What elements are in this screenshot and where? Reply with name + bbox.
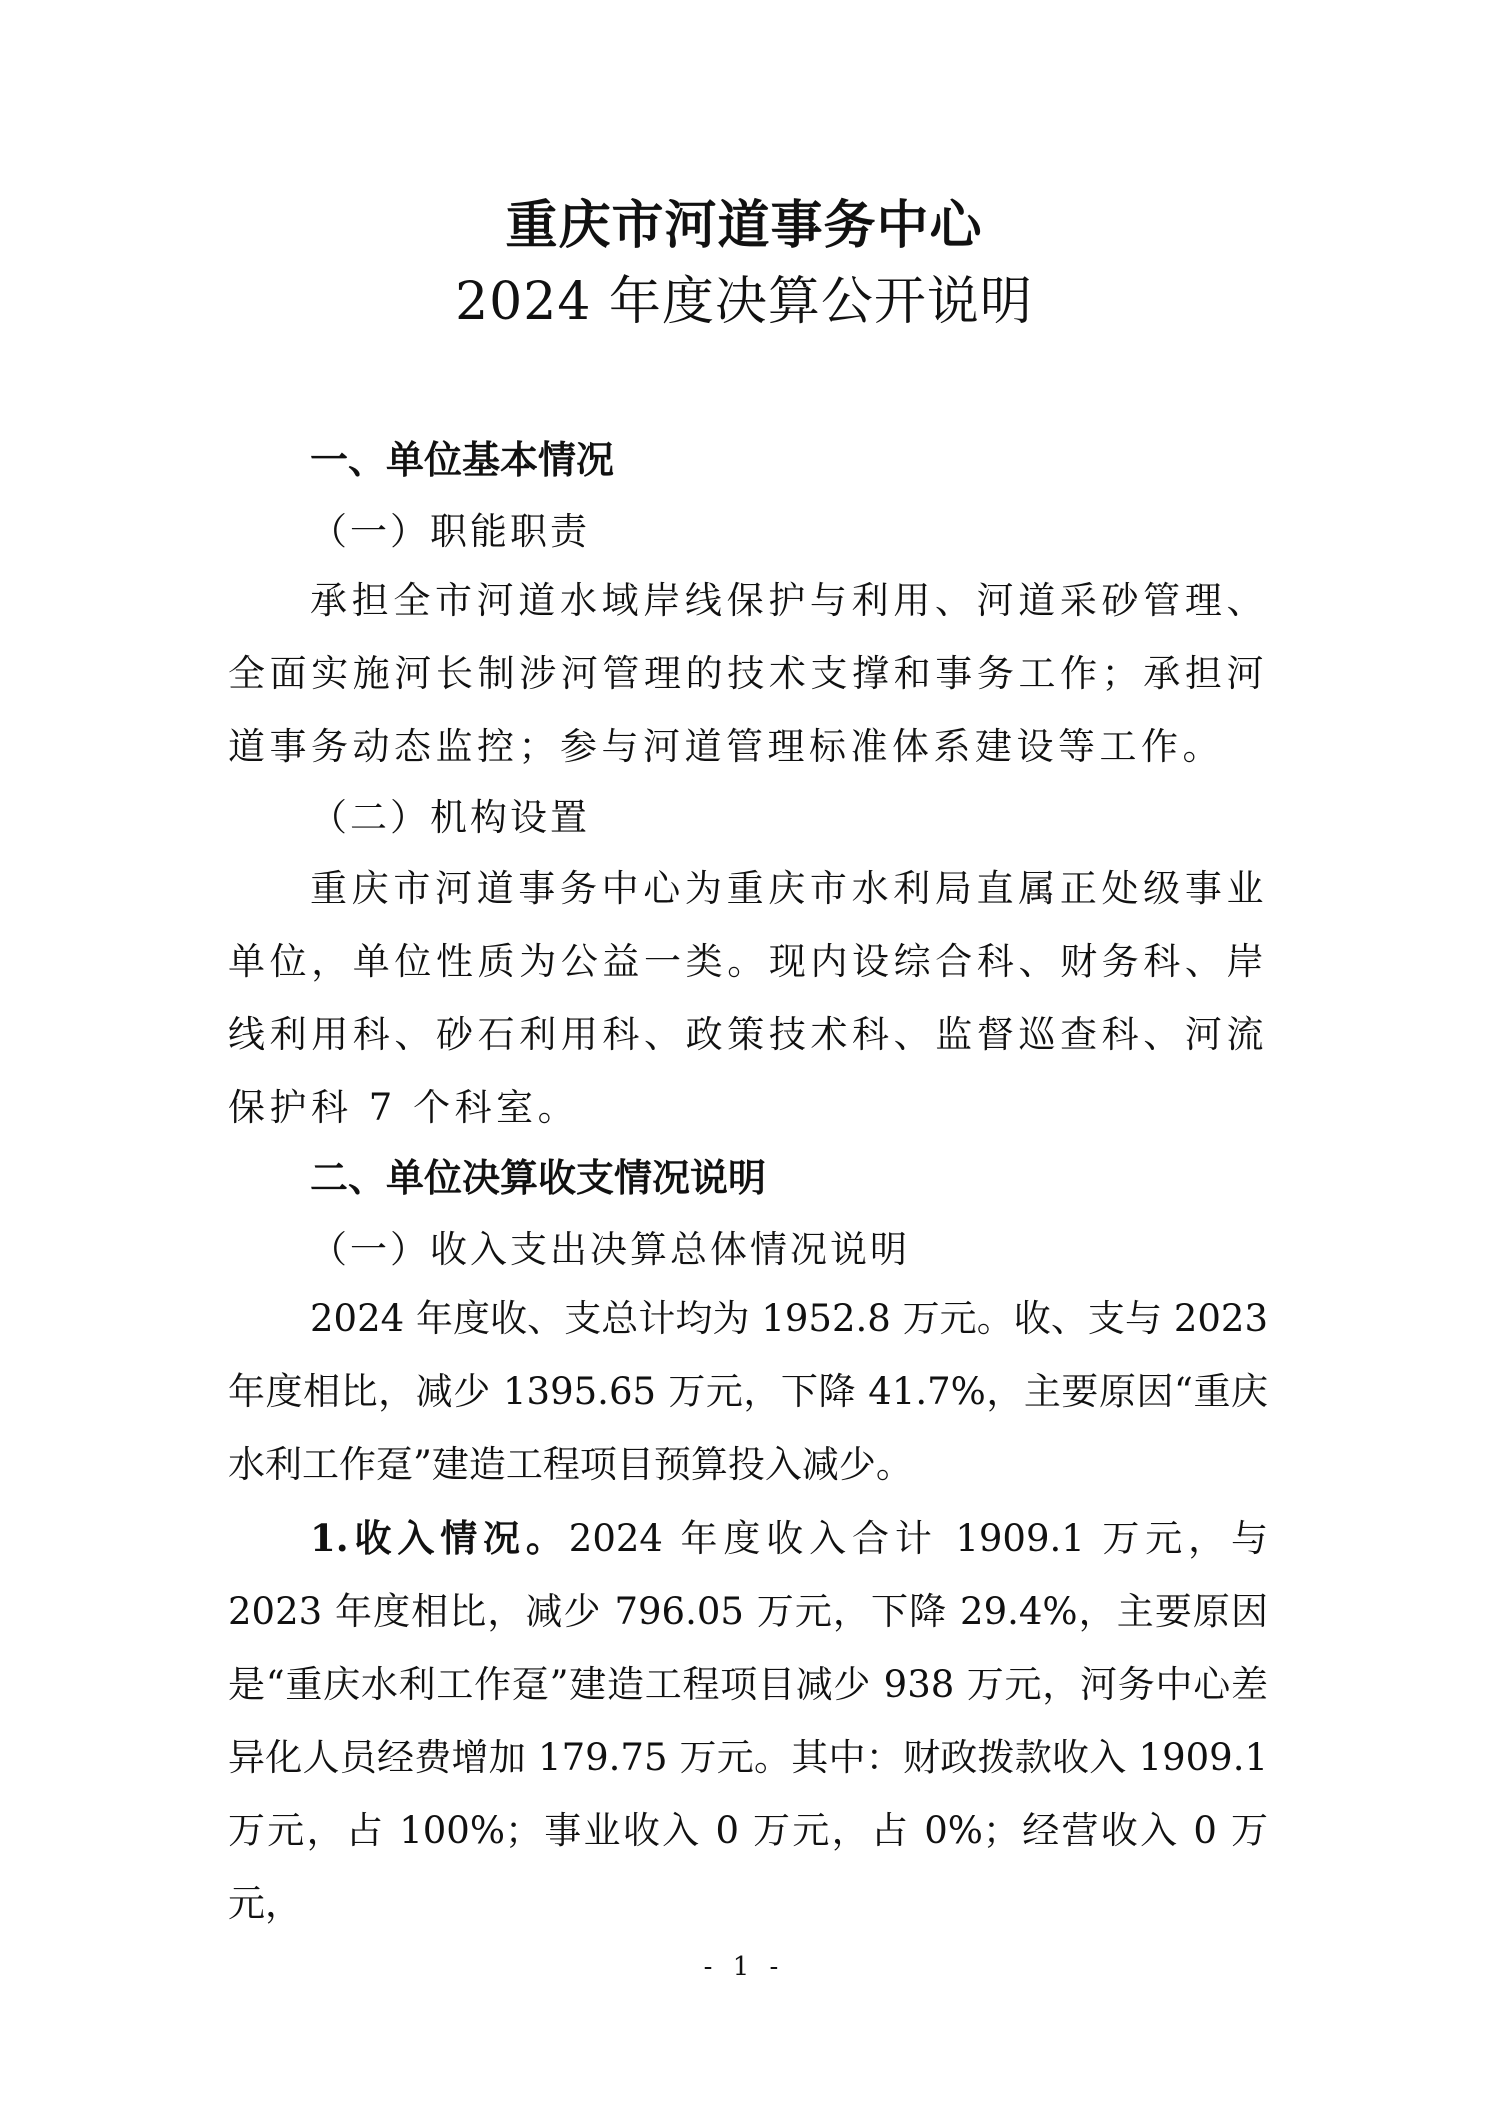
paragraph-organization: 重庆市河道事务中心为重庆市水利局直属正处级事业单位，单位性质为公益一类。现内设综合科、财务科、岸线利用科、砂石利用科、政策技术科、监督巡查科、河流保护科 7 个科室。 [228,867,1268,1129]
document-title-line1: 重庆市河道事务中心 [505,195,983,256]
paragraph-functions: 承担全市河道水域岸线保护与利用、河道采砂管理、全面实施河长制涉河管理的技术支撑和事务工作；承担河道事务动态监控；参与河道管理标准体系建设等工作。 [228,579,1268,768]
paragraph-income [228,1502,1268,1940]
subsection-heading-overall: （一）收入支出决算总体情况说明 [310,1228,910,1271]
section-heading-budget: 二、单位决算收支情况说明 [310,1155,767,1200]
income-body: 2024 年度收入合计 1909.1 万元，与 2023 年度相比，减少 796.05 万元，下降 29.4%，主要原因是“重庆水利工作趸”建造工程项目减少 938 万元，河务中心差异化人员经费增加 179.75 万元。其中：财政拨款收入 1909.1 万元，占 100%；事业收入 0 万元，占 0%；经营收入 0 万元， [228,1517,1268,1925]
paragraph-overall: 2024 年度收、支总计均为 1952.8 万元。收、支与 2023 年度相比，减少 1395.65 万元，下降 41.7%，主要原因“重庆水利工作趸”建造工程项目预算投入减少。 [228,1297,1268,1486]
subsection-heading-functions: （一）职能职责 [310,510,590,553]
subsection-heading-organization: （二）机构设置 [310,796,590,839]
section-heading-basic-info: 一、单位基本情况 [310,437,615,482]
document-title-line2: 2024 年度决算公开说明 [455,272,1033,332]
income-lead: 1.收入情况。 [310,1516,569,1560]
page-number: - 1 - [703,1952,785,1982]
